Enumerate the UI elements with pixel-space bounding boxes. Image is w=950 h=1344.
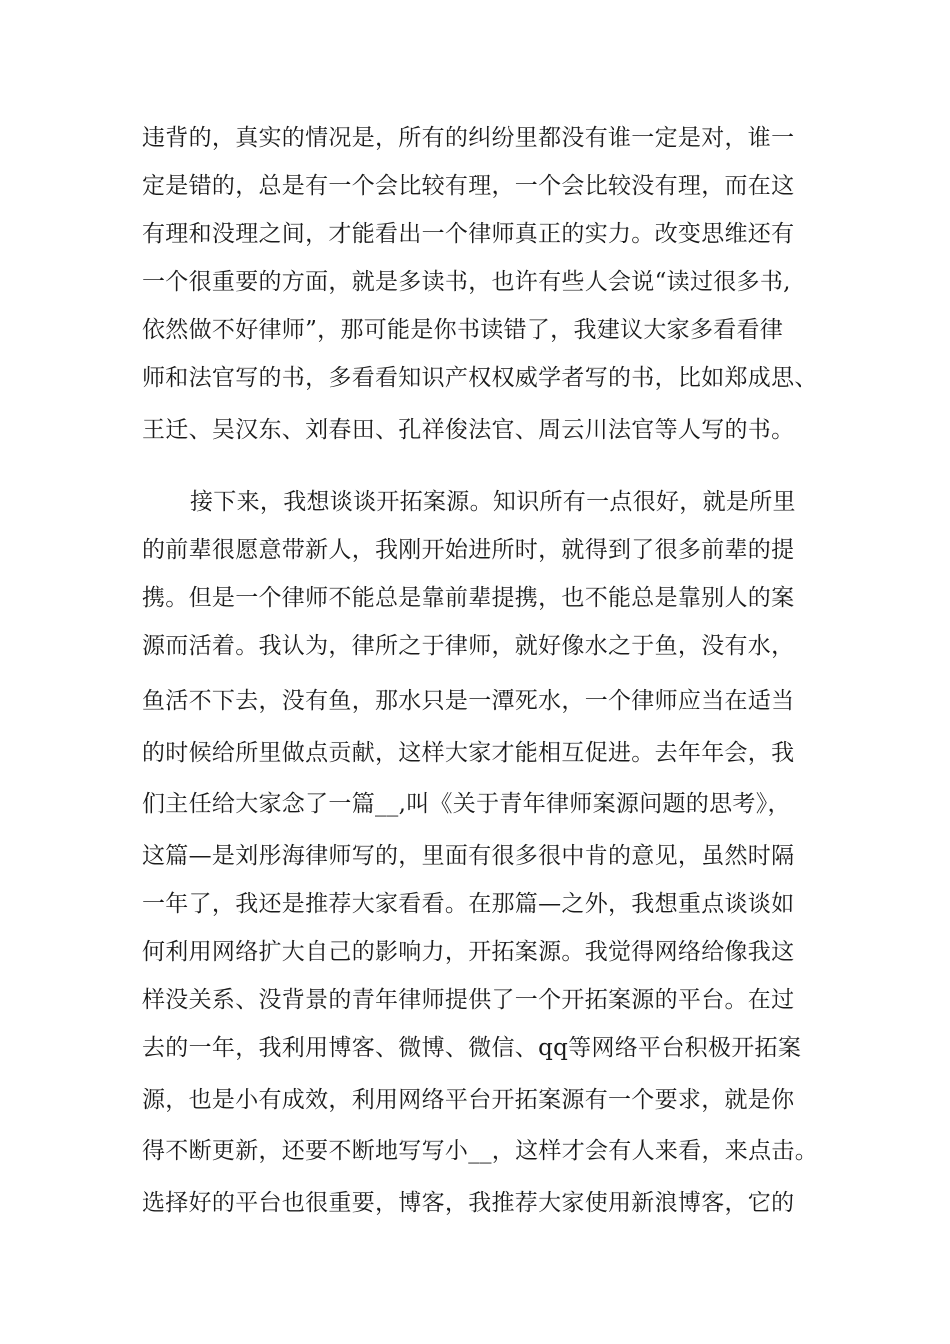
paragraph-2-line-4: 源而活着。我认为，律所之于律师，就好像水之于鱼，没有水， [142, 633, 795, 659]
paragraph-2-line-8: 这篇—是刘彤海律师写的，里面有很多很中肯的意见，虽然时隔 [142, 843, 795, 869]
paragraph-1-line-7: 王迁、吴汉东、刘春田、孔祥俊法官、周云川法官等人写的书。 [142, 417, 795, 443]
paragraph-1-line-4: 一个很重要的方面，就是多读书，也许有些人会说“读过很多书, [142, 269, 791, 295]
paragraph-2-line-9: 一年了，我还是推荐大家看看。在那篇—之外，我想重点谈谈如 [142, 891, 795, 917]
paragraph-1-line-3: 有理和没理之间，才能看出一个律师真正的实力。改变思维还有 [142, 221, 795, 247]
paragraph-2-line-10: 何利用网络扩大自己的影响力，开拓案源。我觉得网络给像我这 [142, 939, 795, 965]
paragraph-2-line-3: 携。但是一个律师不能总是靠前辈提携，也不能总是靠别人的案 [142, 585, 795, 611]
paragraph-2-line-13: 源，也是小有成效，利用网络平台开拓案源有一个要求，就是你 [142, 1087, 795, 1113]
paragraph-2-line-15: 选择好的平台也很重要，博客，我推荐大家使用新浪博客，它的 [142, 1190, 795, 1216]
paragraph-2-line-6: 的时候给所里做点贡献，这样大家才能相互促进。去年年会，我 [142, 740, 795, 766]
paragraph-2-line-2: 的前辈很愿意带新人，我刚开始进所时，就得到了很多前辈的提 [142, 537, 795, 563]
paragraph-1-line-5: 依然做不好律师”，那可能是你书读错了，我建议大家多看看律 [142, 317, 784, 343]
paragraph-2-line-12: 去的一年，我利用博客、微博、微信、qq等网络平台积极开拓案 [142, 1035, 802, 1061]
paragraph-2-line-7: 们主任给大家念了一篇__,叫《关于青年律师案源问题的思考》， [142, 791, 791, 817]
paragraph-2-line-5: 鱼活不下去，没有鱼，那水只是一潭死水，一个律师应当在适当 [142, 688, 795, 714]
paragraph-2-line-11: 样没关系、没背景的青年律师提供了一个开拓案源的平台。在过 [142, 987, 795, 1013]
paragraph-1-line-1: 违背的，真实的情况是，所有的纠纷里都没有谁一定是对，谁一 [142, 125, 795, 151]
paragraph-1-line-2: 定是错的，总是有一个会比较有理，一个会比较没有理，而在这 [142, 173, 795, 199]
paragraph-2-line-14: 得不断更新，还要不断地写写小__，这样才会有人来看，来点击。 [142, 1138, 818, 1164]
paragraph-1-line-6: 师和法官写的书，多看看知识产权权威学者写的书，比如郑成思、 [142, 365, 818, 391]
paragraph-2-line-1: 接下来，我想谈谈开拓案源。知识所有一点很好，就是所里 [190, 489, 796, 515]
